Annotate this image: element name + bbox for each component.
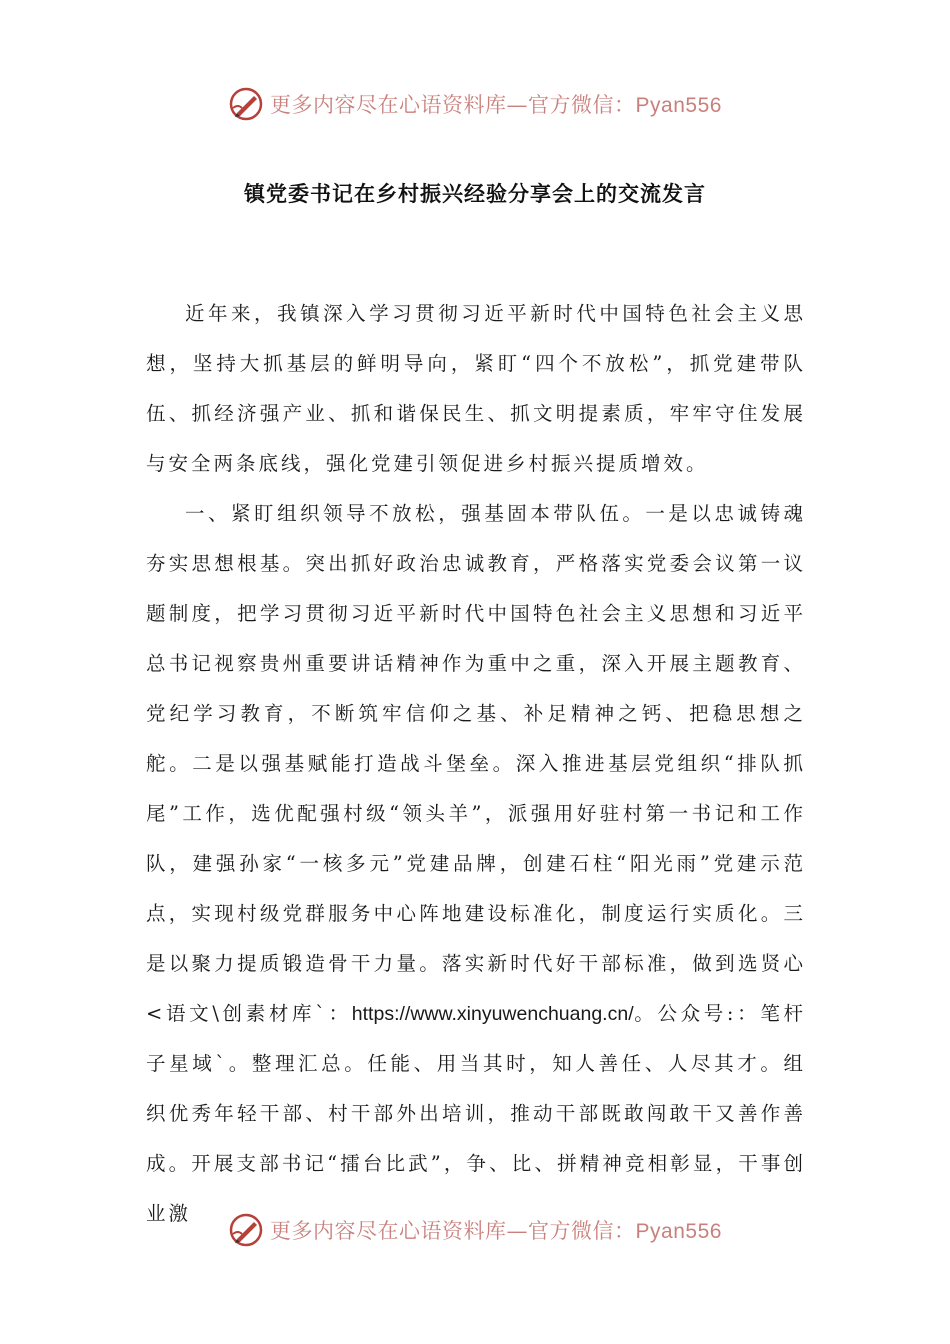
pen-circle-logo-icon (228, 86, 264, 122)
paragraph-section-one-text-a: 一、紧盯组织领导不放松，强基固本带队伍。一是以忠诚铸魂夯实思想根基。突出抓好政治忠诚教育，严格落实党委会议第一议题制度，把学习贯彻习近平新时代中国特色社会主义思想和习近平总书记视察贵州重要讲话精神作为重中之重，深入开展主题教育、党纪学习教育，不断筑牢信仰之基、补足精神之钙、把稳思想之舵。二是以强基赋能打造战斗堡垒。深入推进基层党组织“排队抓尾”工作，选优配强村级“领头羊”，派强用好驻村第一书记和工作队，建强孙家“一核多元”党建品牌，创建石柱“阳光雨”党建示范点，实现村级党群服务中心阵地建设标准化，制度运行实质化。三是以聚力提质锻造骨干力量。落实新时代好干部标准，做到选贤心<语文\创素材库`： (146, 502, 806, 1025)
document-body (146, 289, 806, 1239)
header-banner (0, 84, 950, 124)
banner-text (270, 89, 722, 119)
paragraph-section-one (146, 489, 806, 1239)
paragraph-intro: 近年来，我镇深入学习贯彻习近平新时代中国特色社会主义思想，坚持大抓基层的鲜明导向，紧盯“四个不放松”，抓党建带队伍、抓经济强产业、抓和谐保民生、抓文明提素质，牢牢守住发展与安全两条底线，强化党建引领促进乡村振兴提质增效。 (146, 302, 806, 475)
footer-banner (0, 1210, 950, 1250)
pen-circle-logo-icon (228, 1212, 264, 1248)
banner-main-text: 更多内容尽在心语资料库—官方微信： (270, 93, 636, 117)
paragraph-section-one-text-b: 。公众号:：笔杆子星域`。整理汇总。任能、用当其时，知人善任、人尽其才。组织优秀年轻干部、村干部外出培训，推动干部既敢闯敢干又善作善成。开展支部书记“擂台比武”，争、比、拼精神竞相彰显，干事创业激 (146, 1002, 806, 1225)
banner-handle: Pyan556 (635, 1220, 722, 1243)
banner-main-text: 更多内容尽在心语资料库—官方微信： (270, 1219, 636, 1243)
banner-text (270, 1215, 722, 1245)
document-title: 镇党委书记在乡村振兴经验分享会上的交流发言 (244, 181, 706, 206)
website-link[interactable]: https://www.xinyuwenchuang.cn/ (351, 1003, 634, 1025)
banner-handle: Pyan556 (635, 94, 722, 117)
